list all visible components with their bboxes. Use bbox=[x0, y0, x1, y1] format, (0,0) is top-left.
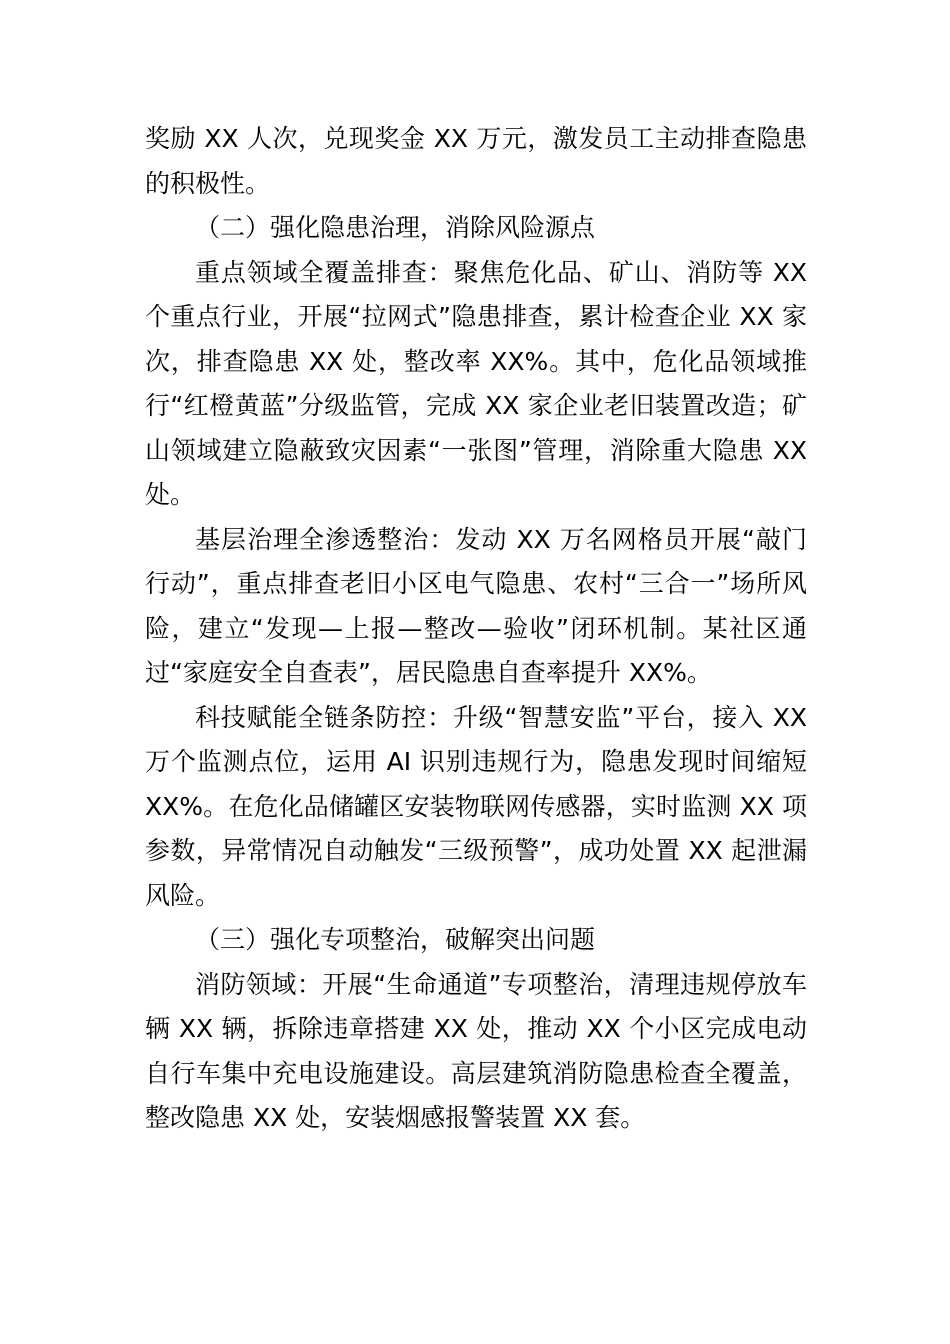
paragraph-key-areas: 重点领域全覆盖排查：聚焦危化品、矿山、消防等 XX 个重点行业，开展“拉网式”隐患排查，累计检查企业 XX 家次，排查隐患 XX 处，整改率 XX%。其中，危化品领域推行“红橙黄蓝”分级监管，完成 XX 家企业老旧装置改造；矿山领域建立隐蔽致灾因素“一张图”管理，消除重大隐患 XX 处。 bbox=[145, 257, 807, 509]
paragraph-grassroots: 基层治理全渗透整治：发动 XX 万名网格员开展“敲门行动”，重点排查老旧小区电气隐患、农村“三合一”场所风险，建立“发现—上报—整改—验收”闭环机制。某社区通过“家庭安全自查表”，居民隐患自查率提升 XX%。 bbox=[145, 524, 807, 687]
paragraph-technology: 科技赋能全链条防控：升级“智慧安监”平台，接入 XX 万个监测点位，运用 AI 识别违规行为，隐患发现时间缩短 XX%。在危化品储罐区安装物联网传感器，实时监测 XX 项参数，异常情况自动触发“三级预警”，成功处置 XX 起泄漏风险。 bbox=[145, 702, 807, 910]
paragraph-continuation: 奖励 XX 人次，兑现奖金 XX 万元，激发员工主动排查隐患的积极性。 bbox=[145, 124, 807, 198]
paragraph-fire-safety: 消防领域：开展“生命通道”专项整治，清理违规停放车辆 XX 辆，拆除违章搭建 XX 处，推动 XX 个小区完成电动自行车集中充电设施建设。高层建筑消防隐患检查全覆盖，整改隐患 XX 处，安装烟感报警装置 XX 套。 bbox=[145, 969, 807, 1132]
section-heading-3: （三）强化专项整治，破解突出问题 bbox=[195, 925, 596, 954]
document-body bbox=[145, 117, 807, 1141]
section-heading-2: （二）强化隐患治理，消除风险源点 bbox=[195, 213, 596, 242]
